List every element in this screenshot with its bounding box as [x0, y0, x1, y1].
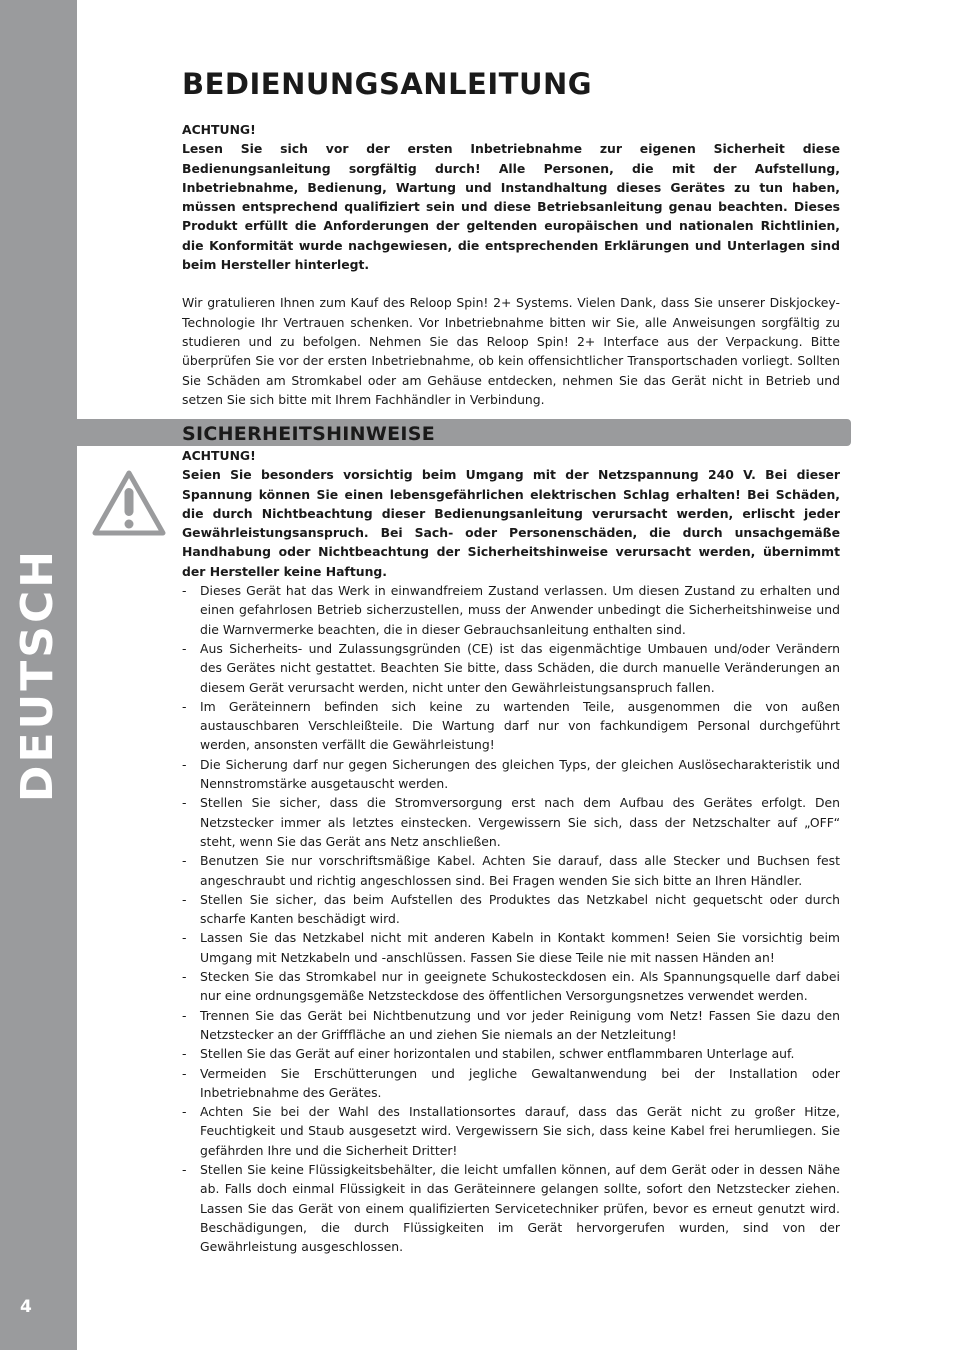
list-item: - Stellen Sie das Gerät auf einer horizontalen und stabilen, schwer entflammbaren Unterlage auf. [182, 1044, 840, 1063]
list-item: - Die Sicherung darf nur gegen Sicherungen des gleichen Typs, der gleichen Auslösecharakteristik und Nennstromstärke ausgetauscht werden. [182, 755, 840, 794]
list-item: - Stellen Sie sicher, dass die Stromversorgung erst nach dem Aufbau des Gerätes erfolgt. Den Netzstecker immer als letztes einstecken. Vergewissern Sie sich, dass der Netzschalter auf „OFF“ steht, wenn Sie das Gerät ans Netz anschließen. [182, 793, 840, 851]
list-item: - Achten Sie bei der Wahl des Installationsortes darauf, dass das Gerät nicht zu großer Hitze, Feuchtigkeit und Staub ausgesetzt wird. Vergewissern Sie sich, dass keine Kabel frei herumliegen. Sie gefährden Ihre und die Sicherheit Dritter! [182, 1102, 840, 1160]
safety-section [182, 446, 840, 1256]
list-item: - Dieses Gerät hat das Werk in einwandfreiem Zustand verlassen. Um diesen Zustand zu erhalten und einen gefahrlosen Betrieb sicherzustellen, muss der Anwender unbedingt die Sicherheitshinweise und die Warnvermerke beachten, die in dieser Gebrauchsanleitung enthalten sind. [182, 581, 840, 639]
welcome-paragraph: Wir gratulieren Ihnen zum Kauf des Reloop Spin! 2+ Systems. Vielen Dank, dass Sie unserer Diskjockey-Technologie Ihr Vertrauen schenken. Vor Inbetriebnahme bitten wir Sie, alle Anweisungen sorgfältig zu studieren und zu befolgen. Nehmen Sie das Reloop Spin! 2+ Interface aus der Verpackung. Bitte überprüfen Sie vor der ersten Inbetriebnahme, ob kein offensichtlicher Transportschaden vorliegt. Sollten Sie Schäden am Stromkabel oder am Gehäuse entdecken, nehmen Sie das Gerät nicht in Betrieb und setzen Sie sich bitte mit Ihrem Fachhändler in Verbindung. [182, 295, 840, 407]
section-title-safety: SICHERHEITSHINWEISE [182, 423, 436, 445]
intro-warning-heading: ACHTUNG! [182, 122, 256, 137]
list-item: - Lassen Sie das Netzkabel nicht mit anderen Kabeln in Kontakt kommen! Seien Sie vorsichtig beim Umgang mit Netzkabeln und -anschlüssen. Fassen Sie diese Teile nie mit nassen Händen an! [182, 928, 840, 967]
intro-section [182, 120, 840, 409]
safety-warning-text: Seien Sie besonders vorsichtig beim Umgang mit der Netzspannung 240 V. Bei dieser Spannung können Sie einen lebensgefährlichen elektrischen Schlag erhalten! Bei Schäden, die durch Nichtbeachtung dieser Bedienungsanleitung verursacht werden, erlischt jeder Gewährleistungsanspruch. Bei Sach- oder Personenschäden, die durch unsachgemäße Handhabung oder Nichtbeachtung der Sicherheitshinweise verursacht werden, übernimmt der Hersteller keine Haftung. [182, 467, 840, 579]
safety-warning-heading: ACHTUNG! [182, 448, 256, 463]
list-item: - Im Geräteinnern befinden sich keine zu wartenden Teile, ausgenommen die von außen austauschbaren Verschleißteile. Die Wartung darf nur von fachkundigem Personal durchgeführt werden, ansonsten verfällt die Gewährleistung! [182, 697, 840, 755]
list-item: - Stecken Sie das Stromkabel nur in geeignete Schukosteckdosen ein. Als Spannungsquelle darf dabei nur eine ordnungsgemäße Netzsteckdose des öffentlichen Versorgungsnetzes verwendet werden. [182, 967, 840, 1006]
intro-warning-text: Lesen Sie sich vor der ersten Inbetriebnahme zur eigenen Sicherheit diese Bedienungsanleitung sorgfältig durch! Alle Personen, die mit der Aufstellung, Inbetriebnahme, Bedienung, Wartung und Instandhaltung dieses Gerätes zu tun haben, müssen entsprechend qualifiziert sein und diese Betriebsanleitung genau beachten. Dieses Produkt erfüllt die Anforderungen der geltenden europäischen und nationalen Richtlinien, die Konformität wurde nachgewiesen, die entsprechenden Erklärungen und Unterlagen sind beim Hersteller hinterlegt. [182, 141, 840, 273]
safety-rules-list [182, 581, 840, 1256]
list-item: - Stellen Sie sicher, das beim Aufstellen des Produktes das Netzkabel nicht gequetscht oder durch scharfe Kanten beschädigt wird. [182, 890, 840, 929]
language-sidebar [0, 0, 77, 1350]
page-number: 4 [20, 1297, 32, 1317]
language-label: DEUTSCH [12, 547, 63, 803]
list-item: - Aus Sicherheits- und Zulassungsgründen (CE) ist das eigenmächtige Umbauen und/oder Verändern des Gerätes nicht gestattet. Beachten Sie bitte, dass Schäden, die durch manuelle Veränderungen an diesem Gerät verursacht werden, nicht unter den Gewährleistungsanspruch fallen. [182, 639, 840, 697]
list-item: - Trennen Sie das Gerät bei Nichtbenutzung und vor jeder Reinigung vom Netz! Fassen Sie dazu den Netzstecker an der Grifffläche an und ziehen Sie niemals an der Netzleitung! [182, 1006, 840, 1045]
list-item: - Benutzen Sie nur vorschriftsmäßige Kabel. Achten Sie darauf, dass alle Stecker und Buchsen fest angeschraubt und richtig angeschlossen sind. Bei Fragen wenden Sie sich bitte an Ihren Händler. [182, 851, 840, 890]
list-item: - Stellen Sie keine Flüssigkeitsbehälter, die leicht umfallen können, auf dem Gerät oder in dessen Nähe ab. Falls doch einmal Flüssigkeit in das Geräteinnere gelangen sollte, sofort den Netzstecker ziehen. Lassen Sie das Gerät von einem qualifizierten Servicetechniker prüfen, bevor es erneut genutzt wird. Beschädigungen, die durch Flüssigkeiten im Gerät hervorgerufen wurden, sind von der Gewährleistung ausgeschlossen. [182, 1160, 840, 1256]
page-title: BEDIENUNGSANLEITUNG [182, 67, 593, 101]
list-item: - Vermeiden Sie Erschütterungen und jegliche Gewaltanwendung bei der Installation oder Inbetriebnahme des Gerätes. [182, 1064, 840, 1103]
warning-triangle-icon [90, 468, 168, 540]
